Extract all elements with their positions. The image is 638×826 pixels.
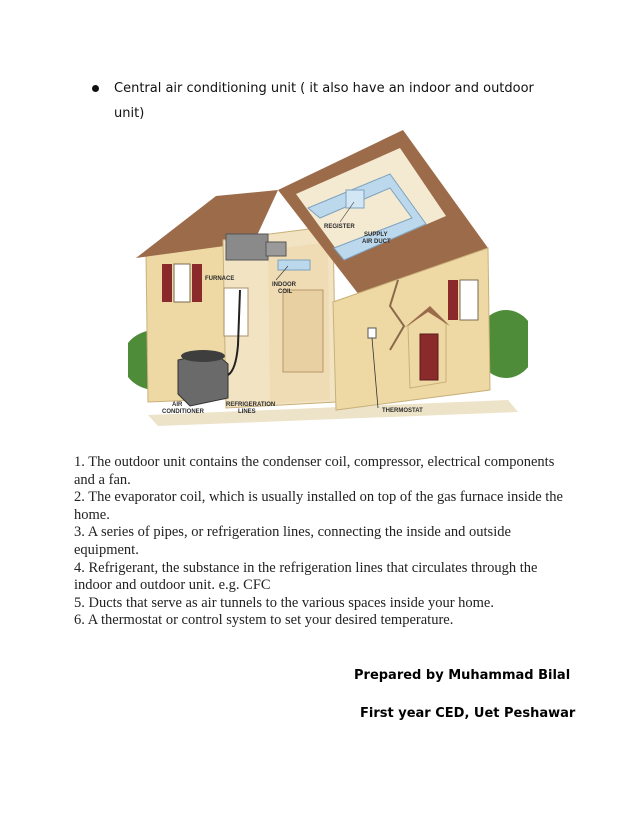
interior-window bbox=[224, 288, 248, 336]
register-vent bbox=[346, 190, 364, 208]
thermostat-icon bbox=[368, 328, 376, 338]
label-furnace: FURNACE bbox=[205, 276, 235, 282]
label-indoor-1: INDOOR bbox=[272, 282, 296, 288]
bullet-dot-icon bbox=[92, 85, 99, 92]
front-door bbox=[420, 334, 438, 380]
list-item: 5. Ducts that serve as air tunnels to the various spaces inside your home. bbox=[74, 594, 494, 611]
list-item: 2. The evaporator coil, which is usually installed on top of the gas furnace inside the home. bbox=[74, 489, 563, 523]
interior-doorway bbox=[283, 290, 323, 372]
label-refrigeration-1: REFRIGERATION bbox=[226, 402, 276, 408]
label-supply-1: SUPPLY bbox=[364, 232, 388, 238]
label-indoor-2: COIL bbox=[278, 289, 293, 295]
credit-affiliation: First year CED, Uet Peshawar bbox=[360, 706, 576, 721]
label-thermostat: THERMOSTAT bbox=[382, 408, 423, 414]
condenser-fan-icon bbox=[181, 350, 225, 362]
indoor-coil-duct bbox=[278, 260, 310, 270]
label-supply-2: AIR DUCT bbox=[362, 239, 391, 245]
label-air-2: CONDITIONER bbox=[162, 409, 204, 415]
label-air-1: AIR bbox=[172, 402, 183, 408]
right-shutter bbox=[448, 280, 458, 320]
component-list bbox=[74, 454, 574, 630]
bullet-text: Central air conditioning unit ( it also have an indoor and outdoor unit) bbox=[114, 81, 534, 121]
list-item: 6. A thermostat or control system to set your desired temperature. bbox=[74, 612, 454, 629]
house-cutaway-illustration bbox=[128, 130, 528, 430]
indoor-coil-box bbox=[266, 242, 286, 256]
left-window bbox=[174, 264, 190, 302]
list-item: 1. The outdoor unit contains the condenser coil, compressor, electrical components and a fan. bbox=[74, 454, 555, 488]
list-item: 3. A series of pipes, or refrigeration lines, connecting the inside and outside equipment. bbox=[74, 524, 511, 558]
left-shutter bbox=[162, 264, 172, 302]
left-shutter-2 bbox=[192, 264, 202, 302]
label-register: REGISTER bbox=[324, 224, 355, 230]
hvac-house-diagram bbox=[128, 130, 528, 430]
credit-author: Prepared by Muhammad Bilal bbox=[354, 668, 571, 683]
list-item: 4. Refrigerant, the substance in the refrigeration lines that circulates through the indoor and outdoor unit. e.g. CFC bbox=[74, 559, 538, 594]
label-refrigeration-2: LINES bbox=[238, 409, 256, 415]
right-window bbox=[460, 280, 478, 320]
furnace-unit bbox=[226, 234, 268, 260]
